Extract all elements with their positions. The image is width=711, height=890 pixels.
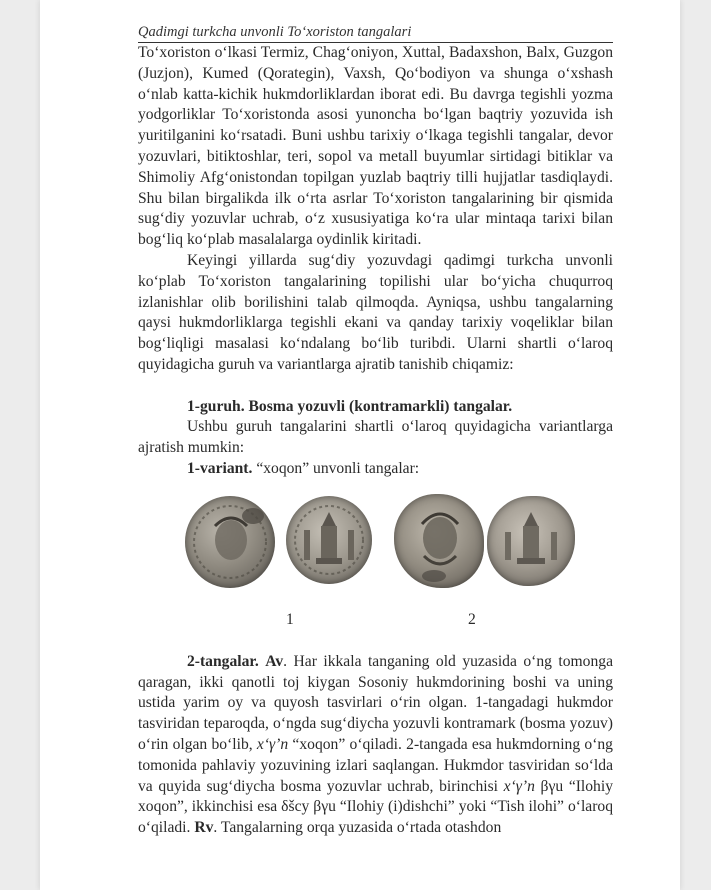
- para3-text-b: “xoqon” o‘qiladi. 2-tangada esa hukmdorning o‘ng tomonida pahlaviy yozuvining izlari saqlangan. Hukmdor tasviridan so‘lda va quyida sug‘diycha bosma yozuvlar uchrab, birinchisi: [138, 735, 613, 795]
- group-heading-text: 1-guruh. Bosma yozuvli (kontramarkli) tangalar.: [187, 397, 513, 415]
- spacer: [138, 376, 613, 397]
- group-intro: Ushbu guruh tangalarini shartli o‘laroq quyidagicha variantlarga ajratish mumkin:: [138, 418, 613, 457]
- para3-text-c: βγu “Ilohiy xoqon”, ikkinchisi esa δšcy βγu “Ilohiy (i)dishchi” yoki “Tish ilohi” o‘laroq o‘qiladi.: [138, 777, 613, 837]
- group-heading: [138, 397, 613, 418]
- variant-line: [138, 459, 613, 480]
- paragraph-1: To‘xoriston o‘lkasi Termiz, Chag‘oniyon, Xuttal, Badaxshon, Balx, Guzgon (Juzjon), Kumed (Qorategin), Vaxsh, Qo‘bodiyon va shunga o‘xshash o‘nlab katta-kichik hukmdorliklardan iborat edi. Bu davrga tegishli yozma yodgorliklar To‘xoristonda asosi yunoncha bo‘lgan baqtriy yozuvida ish yuritilganini ko‘rsatadi. Buni ushbu tarixiy o‘lkaga tegishli tangalar, devor yozuvlari, bitiktoshlar, teri, sopol va metall buyumlar sirtidagi bitiklar va Shimoliy Afg‘onistondan topilgan yuzlab baqtriy tilli hujjatlar tasdiqlaydi. Shu bilan birgalikda ilk o‘rta asrlar To‘xoriston tangalarining bir qismida sug‘diy yozuvlar uchrab, o‘z xususiyatiga ko‘ra ular mintaqa tarixi bilan bog‘liq ko‘plab masalalarga oydinlik kiritadi.: [138, 44, 613, 249]
- av-label: Av: [265, 652, 284, 670]
- coin-1-obverse-image: [185, 496, 275, 588]
- coins-figure: [138, 488, 613, 610]
- variant-label: 1-variant.: [187, 459, 253, 477]
- coin-2-obverse-image: [394, 494, 484, 588]
- running-head: Qadimgi turkcha unvonli To‘xoriston tangalari: [138, 22, 613, 43]
- para3-text-d: . Tangalarning orqa yuzasida o‘rtada otashdon: [213, 819, 502, 837]
- figure-captions: [138, 610, 613, 640]
- para3-italic-1: x‘γ’n: [256, 735, 289, 753]
- coins-label: 2-tangalar.: [187, 652, 259, 670]
- document-page: [40, 0, 680, 890]
- paragraph-2: Keyingi yillarda sug‘diy yozuvdagi qadimgi turkcha unvonli ko‘plab To‘xoriston tangalarining topilishi ular bo‘yicha chuqurroq izlanishlar olib borilishini talab qilmoqda. Ayniqsa, ushbu tangalarning qaysi hukmdorliklarga tegishli ekani va qanday tarixiy voqeliklar bilan bog‘liqligi masalasi ko‘ndalang bo‘lib turibdi. Ularni shartli o‘laroq quyidagicha guruh va variantlarga ajratib tanishib chiqamiz:: [138, 251, 613, 373]
- paragraph-3: [138, 652, 613, 839]
- coin-2-reverse-image: [487, 496, 575, 586]
- variant-text: “xoqon” unvonli tangalar:: [256, 459, 420, 477]
- text-column: [138, 22, 613, 839]
- caption-1: 1: [286, 610, 294, 628]
- rv-label: Rv: [194, 819, 214, 837]
- spacer: [138, 640, 613, 652]
- caption-2: 2: [468, 610, 476, 628]
- para3-italic-2: x‘γ’n: [503, 777, 535, 795]
- coin-1-reverse-image: [286, 496, 372, 584]
- para3-text-a: . Har ikkala tanganing old yuzasida o‘ng tomonga qaragan, ikki qanotli toj kiygan Sosoniy hukmdorining boshi va uning ustida yarim oy va quyosh tasvirlari o‘rin olgan. 1-tangadagi hukmdor tasviridan teparoqda, o‘ngda sug‘diycha yozuvli kontramark (bosma yozuv) o‘rin olgan bo‘lib,: [138, 652, 613, 753]
